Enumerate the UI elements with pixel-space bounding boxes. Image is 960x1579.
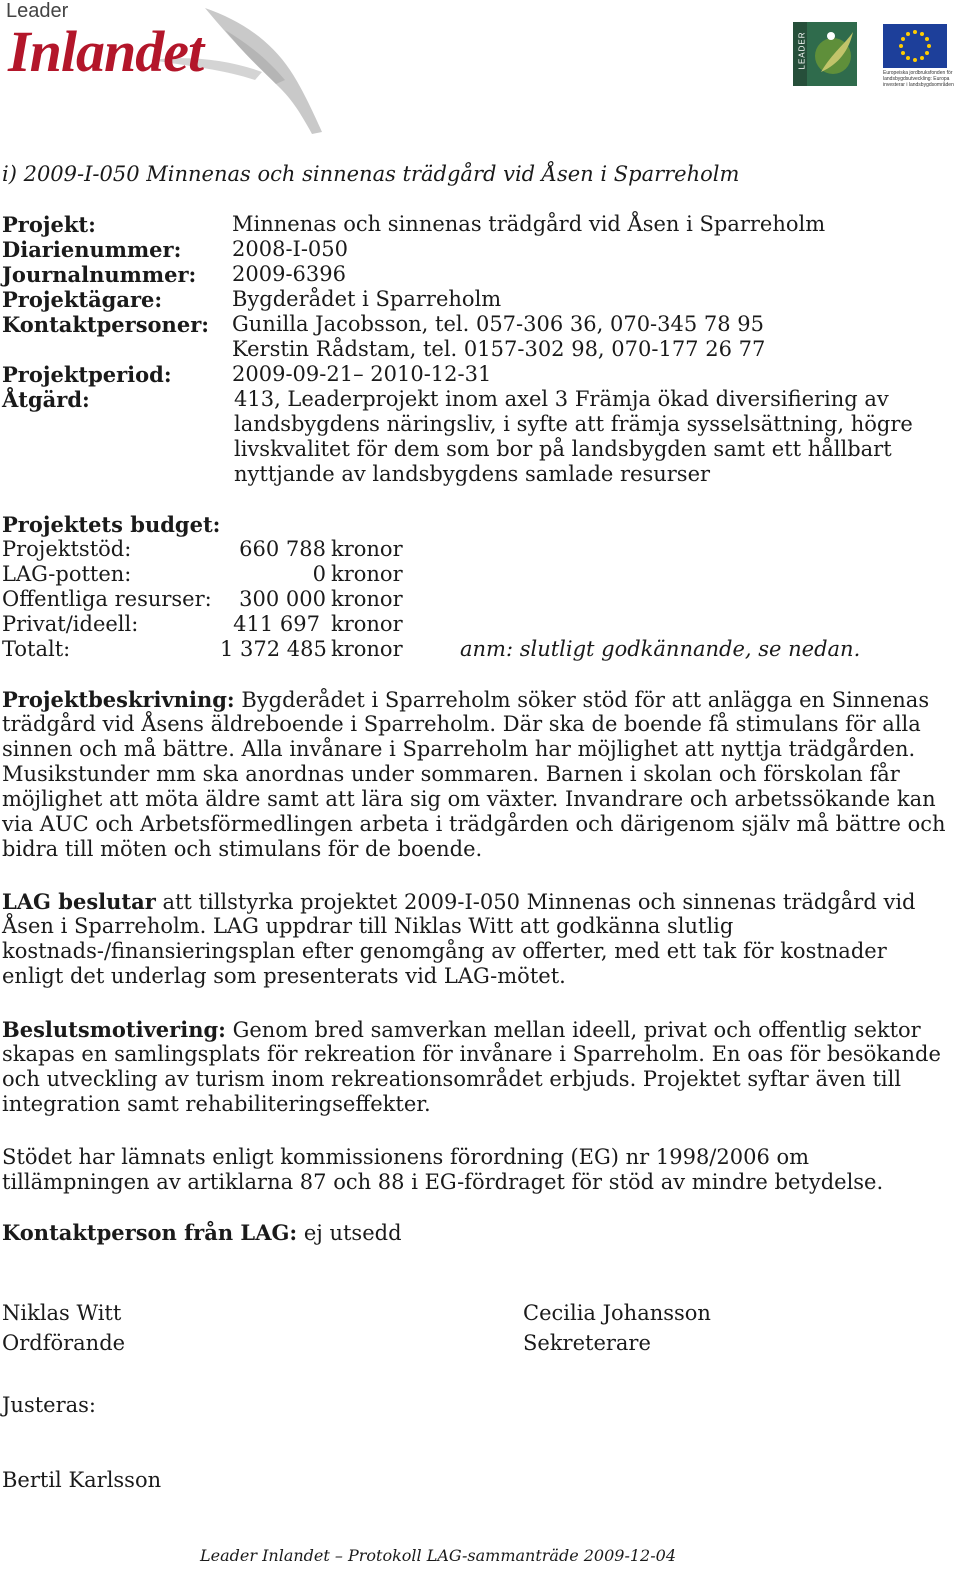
logo-leader-text: Leader [6,0,69,22]
beskrivning-line: via AUC och Arbetsförmedlingen arbeta i trädgården och därigenom själv må bättre och [2,812,946,836]
beskrivning-line: möjlighet att möta äldre samt att lära sig om växter. Invandrare och arbetssökande kan [2,787,936,811]
eu-caption-line: investerar i landsbygdsområden [883,82,954,88]
beskrivning-text: Bygderådet i Sparreholm söker stöd för att anlägga en Sinnenas [234,688,930,712]
agare-value: Bygderådet i Sparreholm [232,287,502,311]
budget-row-amount: 1 372 485 [220,637,327,661]
beslut-line [2,889,915,915]
eu-flag [883,24,947,68]
projekt-label: Projekt: [2,212,96,237]
atgard-line: livskvalitet för dem som bor på landsbygden samt ett hållbart [234,437,892,461]
beslut-line: Åsen i Sparreholm. LAG uppdrar till Niklas Witt att godkänna slutlig [2,914,734,938]
budget-row-unit: kronor [331,637,403,661]
kontakt-lag-line [2,1220,402,1246]
leader-inlandet-logo [0,0,340,140]
budget-title: Projektets budget: [2,512,221,537]
beslut-line: enligt det underlag som presenterats vid LAG-mötet. [2,964,566,988]
beskrivning-line: bidra till möten och stimulans för de boende. [2,837,483,861]
budget-row-amount: 660 788 [239,537,326,561]
signature-left-name: Niklas Witt [2,1301,122,1325]
kontakt-value-2: Kerstin Rådstam, tel. 0157-302 98, 070-177 26 77 [232,337,766,361]
kontakt-lag-value: ej utsedd [297,1221,402,1245]
diarie-label: Diarienummer: [2,237,182,262]
beslut-label: LAG beslutar [2,889,156,914]
journal-value: 2009-6396 [232,262,346,286]
atgard-line: landsbygdens näringsliv, i syfte att främja sysselsättning, högre [234,412,913,436]
beskrivning-line: Musikstunder mm ska anordnas under sommaren. Barnen i skolan och förskolan får [2,762,900,786]
signature-right-name: Cecilia Johansson [523,1301,711,1325]
page-heading: i) 2009-I-050 Minnenas och sinnenas trädgård vid Åsen i Sparreholm [2,162,740,186]
signature-left-role: Ordförande [2,1331,126,1355]
budget-row-amount: 300 000 [239,587,326,611]
eu-stars-icon [883,24,947,68]
budget-row-label: LAG-potten: [2,562,132,586]
motivering-line: integration samt rehabiliteringseffekter. [2,1092,431,1116]
budget-note: anm: slutligt godkännande, se nedan. [460,637,861,661]
beskrivning-line: sinnen och må bättre. Alla invånare i Sparreholm har möjlighet att nyttja trädgården. [2,737,916,761]
stod-line: tillämpningen av artiklarna 87 och 88 i EG-fördraget för stöd av mindre betydelse. [2,1170,884,1194]
atgard-line: 413, Leaderprojekt inom axel 3 Främja ökad diversifiering av [234,387,889,411]
budget-row-amount: 0 [312,562,326,586]
page-footer: Leader Inlandet – Protokoll LAG-sammanträde 2009-12-04 [200,1546,676,1565]
motivering-text: Genom bred samverkan mellan ideell, privat och offentlig sektor [225,1018,921,1042]
kontakt-lag-label: Kontaktperson från LAG: [2,1220,298,1245]
diarie-value: 2008-I-050 [232,237,349,261]
beskrivning-line: trädgård vid Åsens äldreboende i Sparreholm. Där ska de boende få stimulans för alla [2,712,921,736]
atgard-line: nyttjande av landsbygdens samlade resurser [234,462,711,486]
logo-inlandet-text: Inlandet [8,19,204,84]
budget-row-unit: kronor [331,587,403,611]
beslut-text: att tillstyrka projektet 2009-I-050 Minnenas och sinnenas trädgård vid [155,890,916,914]
kontakt-label: Kontaktpersoner: [2,312,210,337]
eu-caption [883,70,954,88]
leader-vertical-label: LEADER [797,31,807,70]
budget-row-amount: 411 697 [233,612,320,636]
budget-row-unit: kronor [331,562,403,586]
budget-row-label: Offentliga resurser: [2,587,212,611]
motivering-line: och utveckling av turism inom rekreationsområdet erbjuds. Projektet syftar även till [2,1067,902,1091]
budget-row-unit: kronor [331,537,403,561]
budget-row-unit: kronor [331,612,403,636]
agare-label: Projektägare: [2,287,163,312]
beskrivning-line [2,687,929,713]
beskrivning-label: Projektbeskrivning: [2,687,235,712]
stod-line: Stödet har lämnats enligt kommissionens förordning (EG) nr 1998/2006 om [2,1145,810,1169]
atgard-label: Åtgärd: [2,387,90,412]
projekt-value: Minnenas och sinnenas trädgård vid Åsen i Sparreholm [232,212,826,236]
leader-eu-logo [793,22,857,86]
budget-row-label: Totalt: [2,637,71,661]
motivering-line: skapas en samlingsplats för rekreation för invånare i Sparreholm. En oas för besökande [2,1042,941,1066]
kontakt-value-1: Gunilla Jacobsson, tel. 057-306 36, 070-345 78 95 [232,312,765,336]
justeras-name: Bertil Karlsson [2,1468,162,1492]
budget-row-label: Projektstöd: [2,537,132,561]
motivering-line [2,1017,921,1043]
beslut-line: kostnads-/finansieringsplan efter genomgång av offerter, med ett tak för kostnader [2,939,887,963]
budget-row-label: Privat/ideell: [2,612,139,636]
period-label: Projektperiod: [2,362,172,387]
eu-caption-line: landsbygdsutveckling: Europa [883,76,950,82]
eu-caption-line: Europeiska jordbruksfonden för [883,70,953,76]
justeras-label: Justeras: [2,1393,96,1417]
period-value: 2009-09-21– 2010-12-31 [232,362,492,386]
journal-label: Journalnummer: [2,262,197,287]
signature-right-role: Sekreterare [523,1331,651,1355]
motivering-label: Beslutsmotivering: [2,1017,226,1042]
